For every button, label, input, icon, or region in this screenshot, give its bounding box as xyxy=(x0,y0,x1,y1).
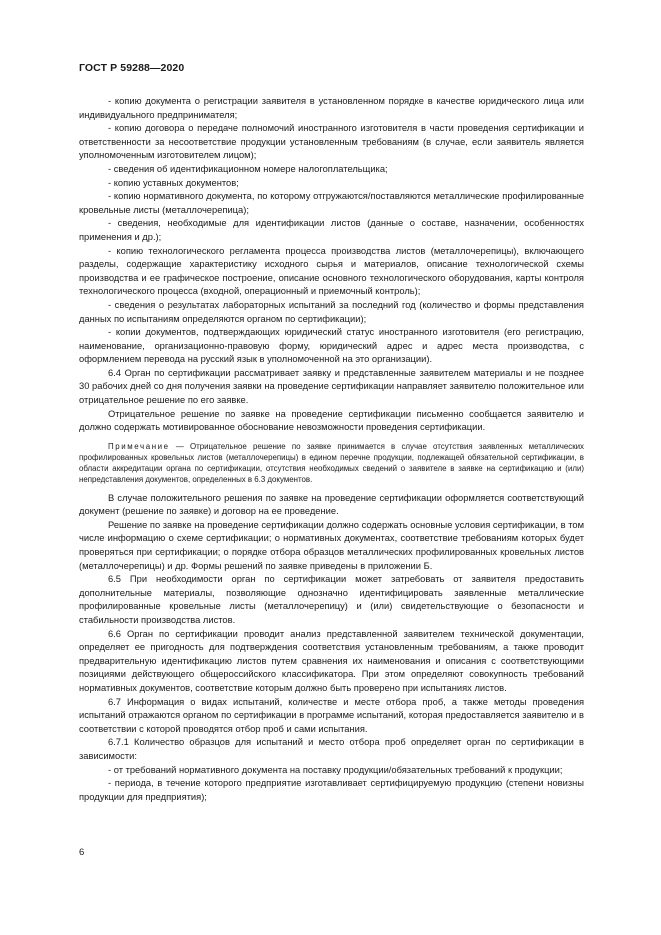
document-header: ГОСТ Р 59288—2020 xyxy=(79,62,185,74)
list-item: - сведения об идентификационном номере налогоплательщика; xyxy=(108,163,388,174)
list-item: - от требований нормативного документа на поставку продукции/обязательных требований к продукции; xyxy=(108,764,563,775)
paragraph-6-4: 6.4 Орган по сертификации рассматривает заявку и представленные заявителем материалы и не позднее 30 рабочих дней со дня получения заявки на проведение сертификации направляет заявителю положительное или отрицательное решение по его заявке. xyxy=(79,367,584,406)
list-item: - копию уставных документов; xyxy=(108,177,239,188)
list-item: - сведения, необходимые для идентификации листов (данные о составе, назначении, особенностях применения и др.); xyxy=(79,218,584,242)
paragraph-6-7: 6.7 Информация о видах испытаний, количестве и месте отбора проб, а также методы проведения испытаний отражаются органом по сертификации в программе испытаний, которая предоставляется заявителю и в соответствии с которой проводятся отбор проб и сами испытания. xyxy=(79,696,584,734)
list-item: - копию договора о передаче полномочий иностранного изготовителя в части проведения сертификации и ответственности за несоответствие продукции установленным требованиям (в случае, если заявитель является уполномоченным изготовителем лицом); xyxy=(79,123,584,161)
note-label: Примечание xyxy=(108,441,170,451)
page-number: 6 xyxy=(79,847,85,858)
paragraph-6-7-1: 6.7.1 Количество образцов для испытаний и место отбора проб определяет орган по сертификации в зависимости: xyxy=(79,737,584,761)
list-item: - периода, в течение которого предприятие изготавливает сертифицируемую продукцию (степени новизны продукции для предприятия); xyxy=(79,778,584,802)
paragraph: Решение по заявке на проведение сертификации должно содержать основные условия сертификации, в том числе информацию о схеме сертификации; о нормативных документах, соответствие требованиям которых будет проверяться при сертификации; о порядке отбора образцов металлических профилированных кровельных листов (металлочерепицы) и др. Формы решений по заявке приведены в приложении Б. xyxy=(79,519,584,571)
paragraph: Отрицательное решение по заявке на проведение сертификации письменно сообщается заявителю и должно содержать мотивированное обоснование невозможности проведения сертификации. xyxy=(79,408,584,433)
paragraph: В случае положительного решения по заявке на проведение сертификации оформляется соответствующий документ (решение по заявке) и договор на ее проведение. xyxy=(79,492,584,517)
list-item: - копию нормативного документа, по которому отгружаются/поставляются металлические профилированные кровельные листы (металлочерепица); xyxy=(79,191,584,215)
paragraph-6-5: 6.5 При необходимости орган по сертификации может затребовать от заявителя предоставить дополнительные материалы, позволяющие однозначно идентифицировать заявленные металлические профилированные кровельные листы (металлочерепицу) и (или) свидетельствующие о безопасности и стабильности производства листов. xyxy=(79,574,584,625)
document-body xyxy=(79,95,584,804)
note-paragraph xyxy=(79,441,584,486)
note-text: — Отрицательное решение по заявке принимается в случае отсутствия заявленных металлических профилированных кровельных листов (металлочерепицы) в едином перечне продукции, подлежащей обязательной сертификации, в области аккредитации органа по сертификации, отсутствия необходимых сведений о заявителе в заявке на сертификацию и (или) непредставления документов, определенных в 6.3 документов. xyxy=(79,441,584,485)
list-item: - копии документов, подтверждающих юридический статус иностранного изготовителя (его регистрацию, наименование, организационно-правовую форму, юридический адрес и адрес места производства, с оформлением перевода на русский язык в уполномоченной на это организации). xyxy=(79,327,584,365)
list-item: - копию документа о регистрации заявителя в установленном порядке в качестве юридического лица или индивидуального предпринимателя; xyxy=(79,96,584,120)
list-item: - сведения о результатах лабораторных испытаний за последний год (количество и формы представления данных по испытаниям определяются органом по сертификации); xyxy=(79,299,584,324)
list-item: - копию технологического регламента процесса производства листов (металлочерепицы), включающего разделы, содержащие характеристику исходного сырья и материалов, описание технологической схемы производства и ее графическое построение, описание основного технологического оборудования, карты контроля технологического процесса (входной, операционный и приемочный контроль); xyxy=(79,245,584,297)
paragraph-6-6: 6.6 Орган по сертификации проводит анализ представленной заявителем технической документации, определяет ее пригодность для подтверждения соответствия установленным требованиям, а также проводит предварительную идентификацию листов путем сравнения их наименования и описания с соответствующими позициями действующего общероссийского классификатора. При этом определяют совокупность требований нормативных документов, соответствие которым должно быть проверено при испытаниях листов. xyxy=(79,628,584,693)
